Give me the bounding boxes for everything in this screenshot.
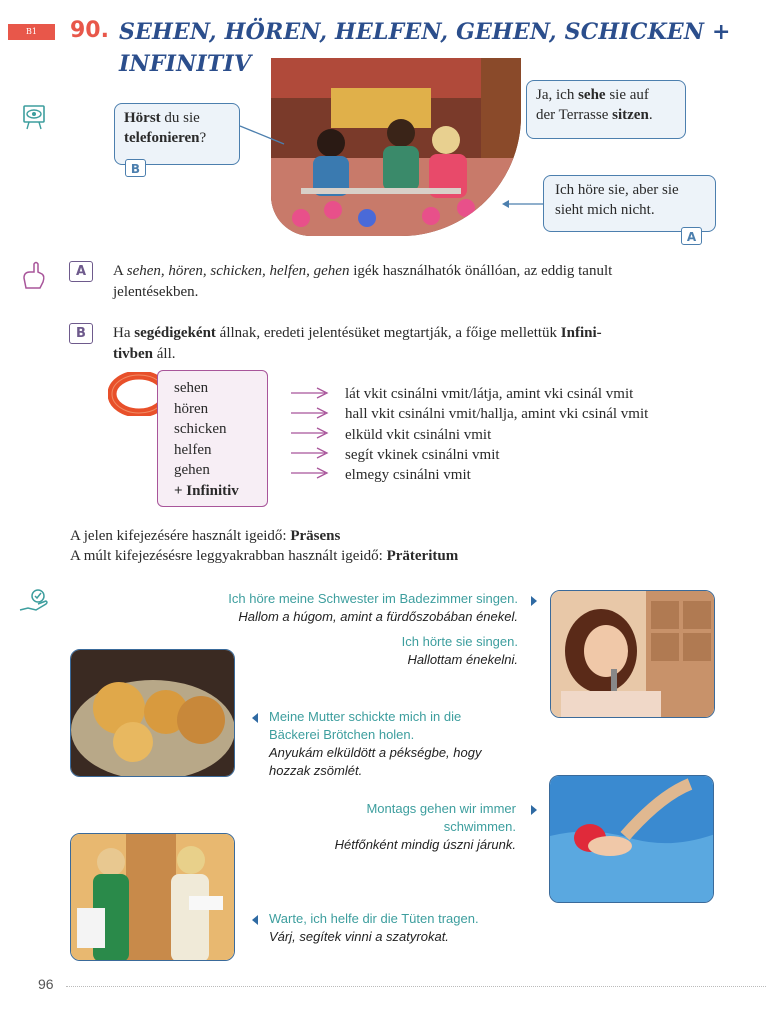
example-1: [150, 590, 518, 626]
pointer-left-icon: [252, 713, 258, 723]
example-hu: Anyukám elküldött a pékségbe, hogy: [269, 745, 482, 760]
example-hu: Hallottam énekelni.: [407, 652, 518, 667]
swimmer-photo: [549, 775, 714, 903]
shopping-women-photo: [70, 833, 235, 961]
example-de: Meine Mutter schickte mich in die: [269, 709, 462, 724]
answer-badge: A: [681, 227, 702, 245]
rule-a-letter: A: [69, 261, 93, 282]
pointer-right-icon: [531, 805, 537, 815]
meaning-list: [345, 384, 648, 485]
infinitive-label: + Infinitiv: [174, 482, 239, 499]
verb-item: helfen: [174, 441, 212, 458]
cafe-photo: [271, 58, 521, 236]
verb-item: gehen: [174, 462, 210, 478]
level-tag: B1: [8, 24, 55, 40]
meaning-item: elmegy csinálni vmit: [345, 467, 471, 484]
example-de: Warte, ich helfe dir die Tüten tragen.: [269, 911, 479, 926]
meaning-item: segít vkinek csinálni vmit: [345, 446, 500, 463]
grammar-hand-icon: [20, 260, 48, 292]
pointer-left-icon: [252, 915, 258, 925]
example-de: Bäckerei Brötchen holen.: [269, 727, 415, 742]
past-tense-note: A múlt kifejezésésre leggyakrabban használt igeidő: Präteritum: [70, 548, 459, 564]
present-tense-note: A jelen kifejezésére használt igeidő: Präsens: [70, 528, 341, 544]
verb-item: sehen: [174, 380, 209, 396]
example-de: Montags gehen wir immer: [366, 801, 516, 816]
bread-rolls-photo: [70, 649, 235, 777]
rule-b-text: Ha segédigeként állnak, eredeti jelentésüket megtartják, a főige mellettük Infini- tivben áll.: [113, 325, 602, 362]
example-hu: hozzak zsömlét.: [269, 763, 363, 778]
footer-divider: [66, 986, 766, 987]
example-5: [269, 910, 569, 946]
example-2: [300, 633, 518, 669]
meaning-item: elküld vkit csinálni vmit: [345, 426, 492, 443]
example-hand-icon: [18, 588, 50, 616]
example-de: Ich hörte sie singen.: [401, 634, 518, 649]
rule-b-letter: B: [69, 323, 93, 344]
bubble-pointer: [238, 120, 288, 150]
example-de: schwimmen.: [443, 819, 516, 834]
lesson-title: SEHEN, HÖREN, HELFEN, GEHEN, SCHICKEN + INFINITIV: [119, 19, 731, 77]
question-bubble: Hörst du sie telefonieren?: [114, 103, 240, 165]
example-hu: Hallom a húgom, amint a fürdőszobában énekel.: [238, 609, 518, 624]
question-badge: B: [125, 159, 146, 177]
example-3: [269, 708, 519, 780]
meaning-item: hall vkit csinálni vmit/hallja, amint vki csinál vmit: [345, 406, 649, 423]
verb-list: [174, 378, 239, 501]
rule-a-text: A sehen, hören, schicken, helfen, gehen igék használhatók önállóan, az eddig tanult jelentésekben.: [113, 263, 613, 300]
verb-item: schicken: [174, 421, 227, 437]
example-hu: Hétfőnként mindig úszni járunk.: [334, 837, 516, 852]
eye-icon: [22, 104, 46, 130]
verb-item: hören: [174, 400, 209, 417]
answer-bubble-2: Ich höre sie, aber sie sieht mich nicht.: [543, 175, 716, 232]
singing-woman-photo: [550, 590, 715, 718]
example-4: [290, 800, 516, 854]
example-de: Ich höre meine Schwester im Badezimmer singen.: [228, 591, 518, 606]
example-hu: Várj, segítek vinni a szatyrokat.: [269, 929, 449, 944]
answer-bubble-1: Ja, ich sehe sie auf der Terrasse sitzen.: [526, 80, 686, 139]
arrow-icons: [291, 385, 331, 485]
pointer-right-icon: [531, 596, 537, 606]
lesson-number: 90.: [70, 18, 109, 43]
meaning-item: lát vkit csinálni vmit/látja, amint vki csinál vmit: [345, 386, 634, 402]
tense-notes: [70, 526, 458, 566]
page-number: 96: [38, 976, 54, 992]
bubble-pointer-2: [500, 196, 546, 212]
